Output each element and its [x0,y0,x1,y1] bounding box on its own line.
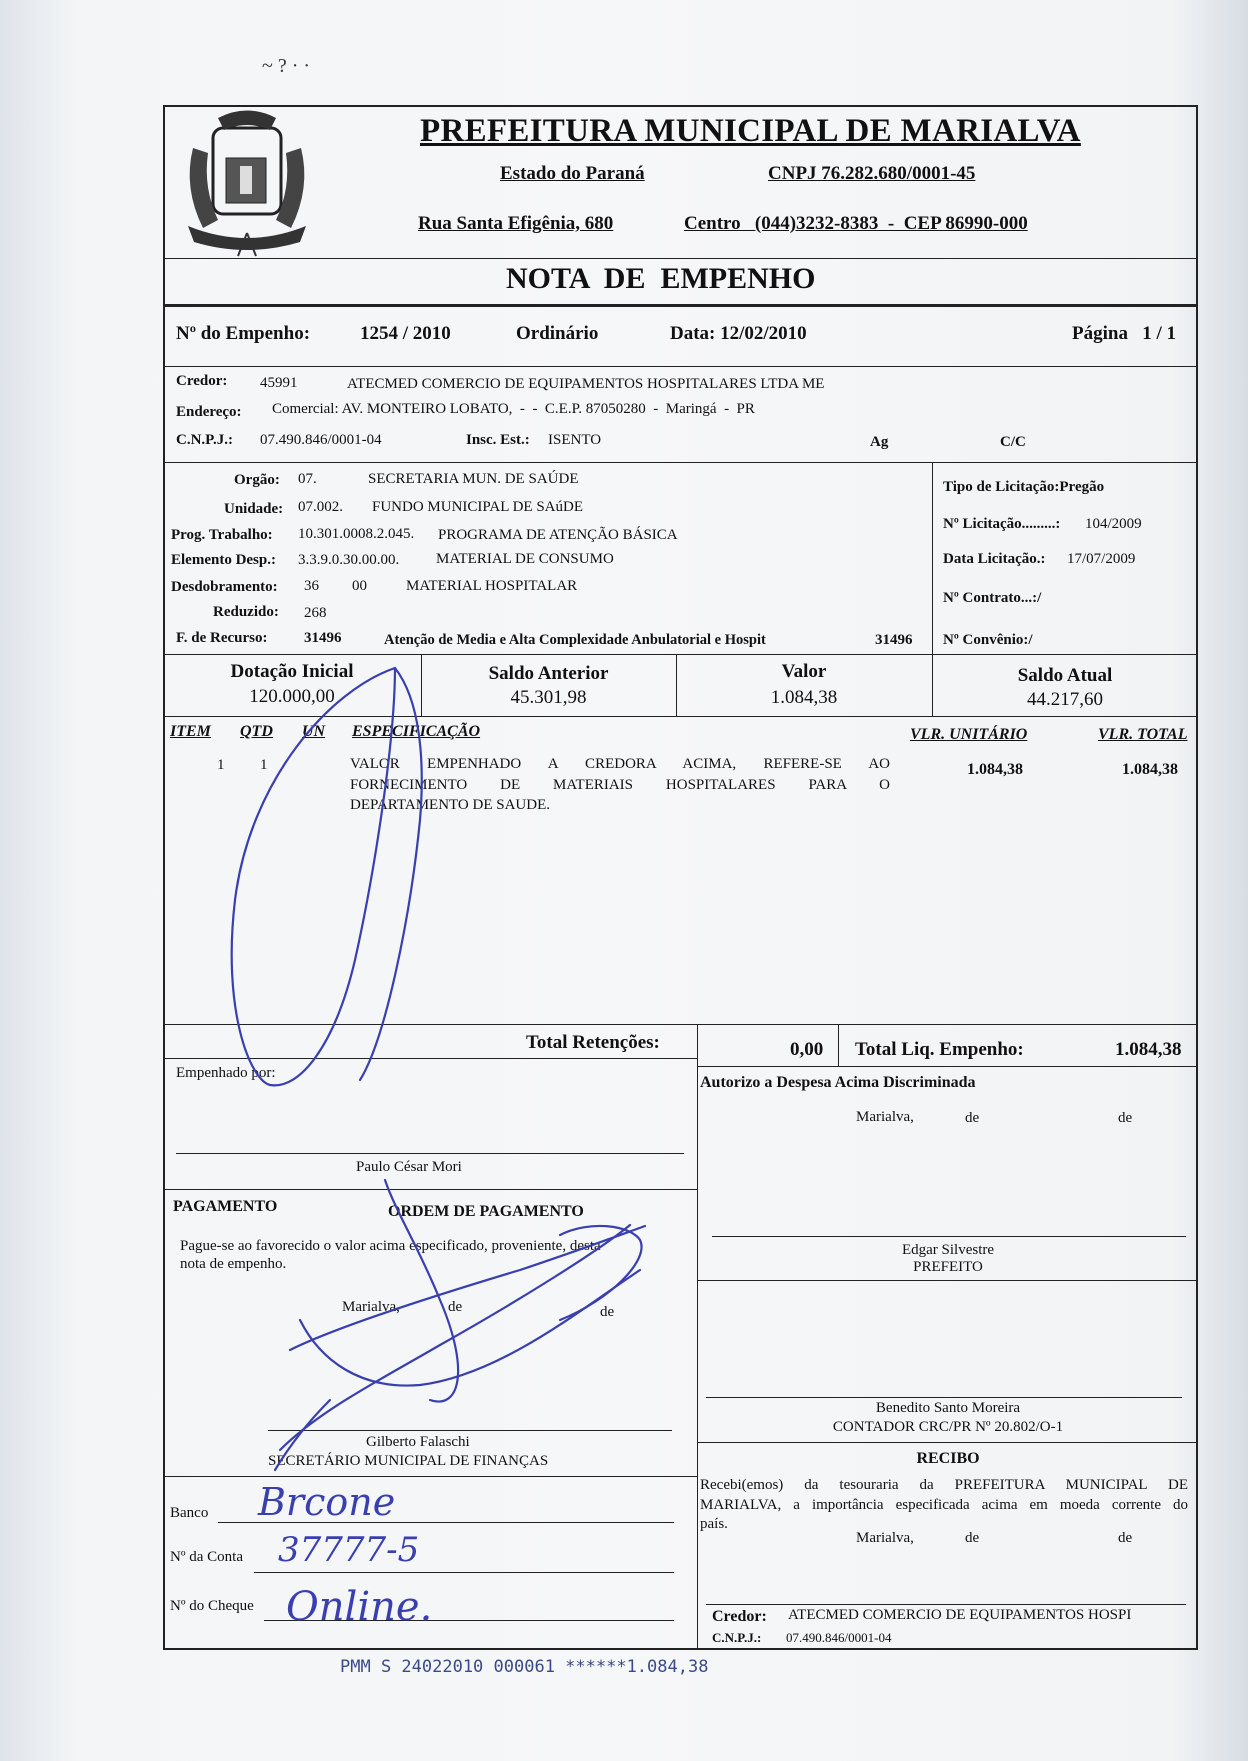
valor-value: 1.084,38 [770,687,838,708]
recibo-cnpj-label: C.N.P.J.: [712,1630,762,1645]
state-label: Estado do Paraná [500,163,645,184]
elem-code: 3.3.9.0.30.00.00. [298,552,400,568]
page-number: Página 1 / 1 [1072,323,1176,344]
contrato: Nº Contrato...:/ [943,590,1042,606]
total-liq-value: 1.084,38 [1115,1039,1182,1060]
item-desc-line-3: DEPARTAMENTO DE SAUDE. [350,797,550,813]
scan-mark: ~ ? · · [262,55,311,77]
empenhado-name: Paulo César Mori [356,1159,462,1175]
autorizo-de-2: de [1118,1110,1133,1126]
desd-b: 00 [352,578,367,594]
conta-label: Nº da Conta [170,1549,243,1565]
ordem-pagamento-heading: ORDEM DE PAGAMENTO [388,1203,584,1220]
licitacao-number: 104/2009 [1085,516,1142,532]
elem-name: MATERIAL DE CONSUMO [436,551,614,567]
empenho-date: Data: 12/02/2010 [670,323,807,344]
autorizo-heading: Autorizo a Despesa Acima Discriminada [700,1074,976,1091]
secretario-title: SECRETÁRIO MUNICIPAL DE FINANÇAS [268,1453,549,1469]
pagamento-heading: PAGAMENTO [173,1198,278,1215]
insc-label: Insc. Est.: [466,432,530,448]
saldo-atual-label: Saldo Atual [1017,665,1113,686]
handwritten-cheque: Online. [286,1584,433,1630]
recibo-text-3: país. [700,1516,728,1532]
prefeito-title: PREFEITO [913,1259,983,1275]
desd-a: 36 [304,578,319,594]
page-title: PREFEITURA MUNICIPAL DE MARIALVA [420,113,1081,149]
recibo-de-1: de [965,1530,980,1546]
licitacao-tipo: Tipo de Licitação:Pregão [943,479,1105,495]
orgao-code: 07. [298,471,317,487]
ordem-de-1: de [448,1299,463,1315]
ordem-city: Marialva, [342,1299,400,1315]
desd-label: Desdobramento: [171,579,278,595]
valor-label: Valor [781,661,827,682]
dotacao-value: 120.000,00 [249,686,335,707]
licitacao-date-label: Data Licitação.: [943,551,1046,567]
elem-label: Elemento Desp.: [171,552,276,568]
empenho-number-label: Nº do Empenho: [176,323,311,344]
recibo-city: Marialva, [856,1530,914,1546]
autorizo-city: Marialva, [856,1109,914,1125]
contador-title: CONTADOR CRC/PR Nº 20.802/O-1 [832,1419,1064,1435]
item-desc-line-2: FORNECIMENTO DE MATERIAIS HOSPITALARES PARA O [350,777,890,793]
credor-cnpj: 07.490.846/0001-04 [260,432,382,448]
empenho-type: Ordinário [516,323,599,344]
recibo-cnpj: 07.490.846/0001-04 [786,1630,892,1645]
item-total-value: 1.084,38 [1122,761,1178,778]
col-un: UN [302,723,326,740]
saldo-atual-value: 44.217,60 [1027,689,1103,710]
empenhado-por-label: Empenhado por: [176,1065,276,1081]
item-number: 1 [217,757,225,773]
cnpj-label: C.N.P.J.: [176,432,233,448]
credor-code: 45991 [260,375,298,391]
fonte-label: F. de Recurso: [176,630,268,646]
col-total-value: VLR. TOTAL [1098,726,1188,743]
fonte-code-2: 31496 [875,632,913,648]
recibo-credor-name: ATECMED COMERCIO DE EQUIPAMENTOS HOSPI [788,1607,1132,1623]
recibo-text-2: MARIALVA, a importância especificada acima em moeda corrente do [700,1497,1188,1513]
total-liq-label: Total Liq. Empenho: [855,1039,1024,1060]
prog-name: PROGRAMA DE ATENÇÃO BÁSICA [438,527,678,543]
reduzido-label: Reduzido: [213,604,279,620]
fonte-name: Atenção de Media e Alta Complexidade Anbulatorial e Hospit [384,632,766,648]
col-qtd: QTD [240,723,273,740]
unidade-name: FUNDO MUNICIPAL DE SAúDE [372,499,583,515]
municipality-cnpj: CNPJ 76.282.680/0001-45 [768,163,976,184]
credor-label: Credor: [176,373,228,389]
empenho-number: 1254 / 2010 [360,323,451,344]
phone-cep: Centro (044)3232-8383 - CEP 86990-000 [684,213,1028,234]
address-label: Endereço: [176,404,242,420]
desd-name: MATERIAL HOSPITALAR [406,578,578,594]
pague-text-1: Pague-se ao favorecido o valor acima especificado, proveniente, desta [180,1238,601,1254]
saldo-anterior-label: Saldo Anterior [488,663,609,684]
ordem-de-2: de [600,1304,615,1320]
handwritten-banco: Brcone [258,1480,396,1524]
coat-of-arms-icon [178,108,316,258]
recibo-credor-label: Credor: [712,1608,767,1625]
licitacao-date: 17/07/2009 [1067,551,1136,567]
saldo-anterior-value: 45.301,98 [510,687,587,708]
cheque-label: Nº do Cheque [170,1598,254,1614]
street-address: Rua Santa Efigênia, 680 [418,213,614,234]
col-item: ITEM [170,723,211,740]
prog-label: Prog. Trabalho: [171,527,273,543]
item-desc-line-1: VALOR EMPENHADO A CREDORA ACIMA, REFERE-SE AO [350,756,890,772]
total-retencoes-label: Total Retenções: [526,1032,660,1053]
orgao-name: SECRETARIA MUN. DE SAÚDE [368,471,579,487]
recibo-de-2: de [1118,1530,1133,1546]
dotacao-label: Dotação Inicial [230,661,354,682]
licitacao-number-label: Nº Licitação.........: [943,516,1061,532]
handwritten-conta: 37777-5 [278,1530,420,1570]
cash-register-print: PMM S 24022010 000061 ******1.084,38 [340,1657,709,1677]
pague-text-2: nota de empenho. [180,1256,287,1272]
prog-code: 10.301.0008.2.045. [298,526,415,542]
convenio: Nº Convênio:/ [943,632,1033,648]
prefeito-name: Edgar Silvestre [901,1242,995,1258]
fonte-code: 31496 [304,630,342,646]
unidade-label: Unidade: [224,501,284,517]
agency-label: Ag [870,434,889,450]
item-qtd: 1 [260,757,268,773]
reduzido-value: 268 [304,605,327,621]
credor-address: Comercial: AV. MONTEIRO LOBATO, - - C.E.P. 87050280 - Maringá - PR [272,401,755,417]
banco-label: Banco [170,1505,209,1521]
col-especificacao: ESPECIFICAÇÃO [352,723,481,740]
recibo-text-1: Recebi(emos) da tesouraria da PREFEITURA MUNICIPAL DE [700,1477,1188,1493]
contador-name: Benedito Santo Moreira [875,1400,1021,1416]
autorizo-de-1: de [965,1110,980,1126]
credor-name: ATECMED COMERCIO DE EQUIPAMENTOS HOSPITALARES LTDA ME [347,376,825,392]
insc-value: ISENTO [548,432,602,448]
secretario-name: Gilberto Falaschi [366,1434,470,1450]
document-title: NOTA DE EMPENHO [506,262,816,295]
total-retencoes-value: 0,00 [790,1039,824,1060]
recibo-heading: RECIBO [916,1450,980,1467]
account-label: C/C [1000,434,1026,450]
col-unit-value: VLR. UNITÁRIO [910,726,1028,743]
item-unit-value: 1.084,38 [967,761,1023,778]
unidade-code: 07.002. [298,499,343,515]
orgao-label: Orgão: [234,472,280,488]
